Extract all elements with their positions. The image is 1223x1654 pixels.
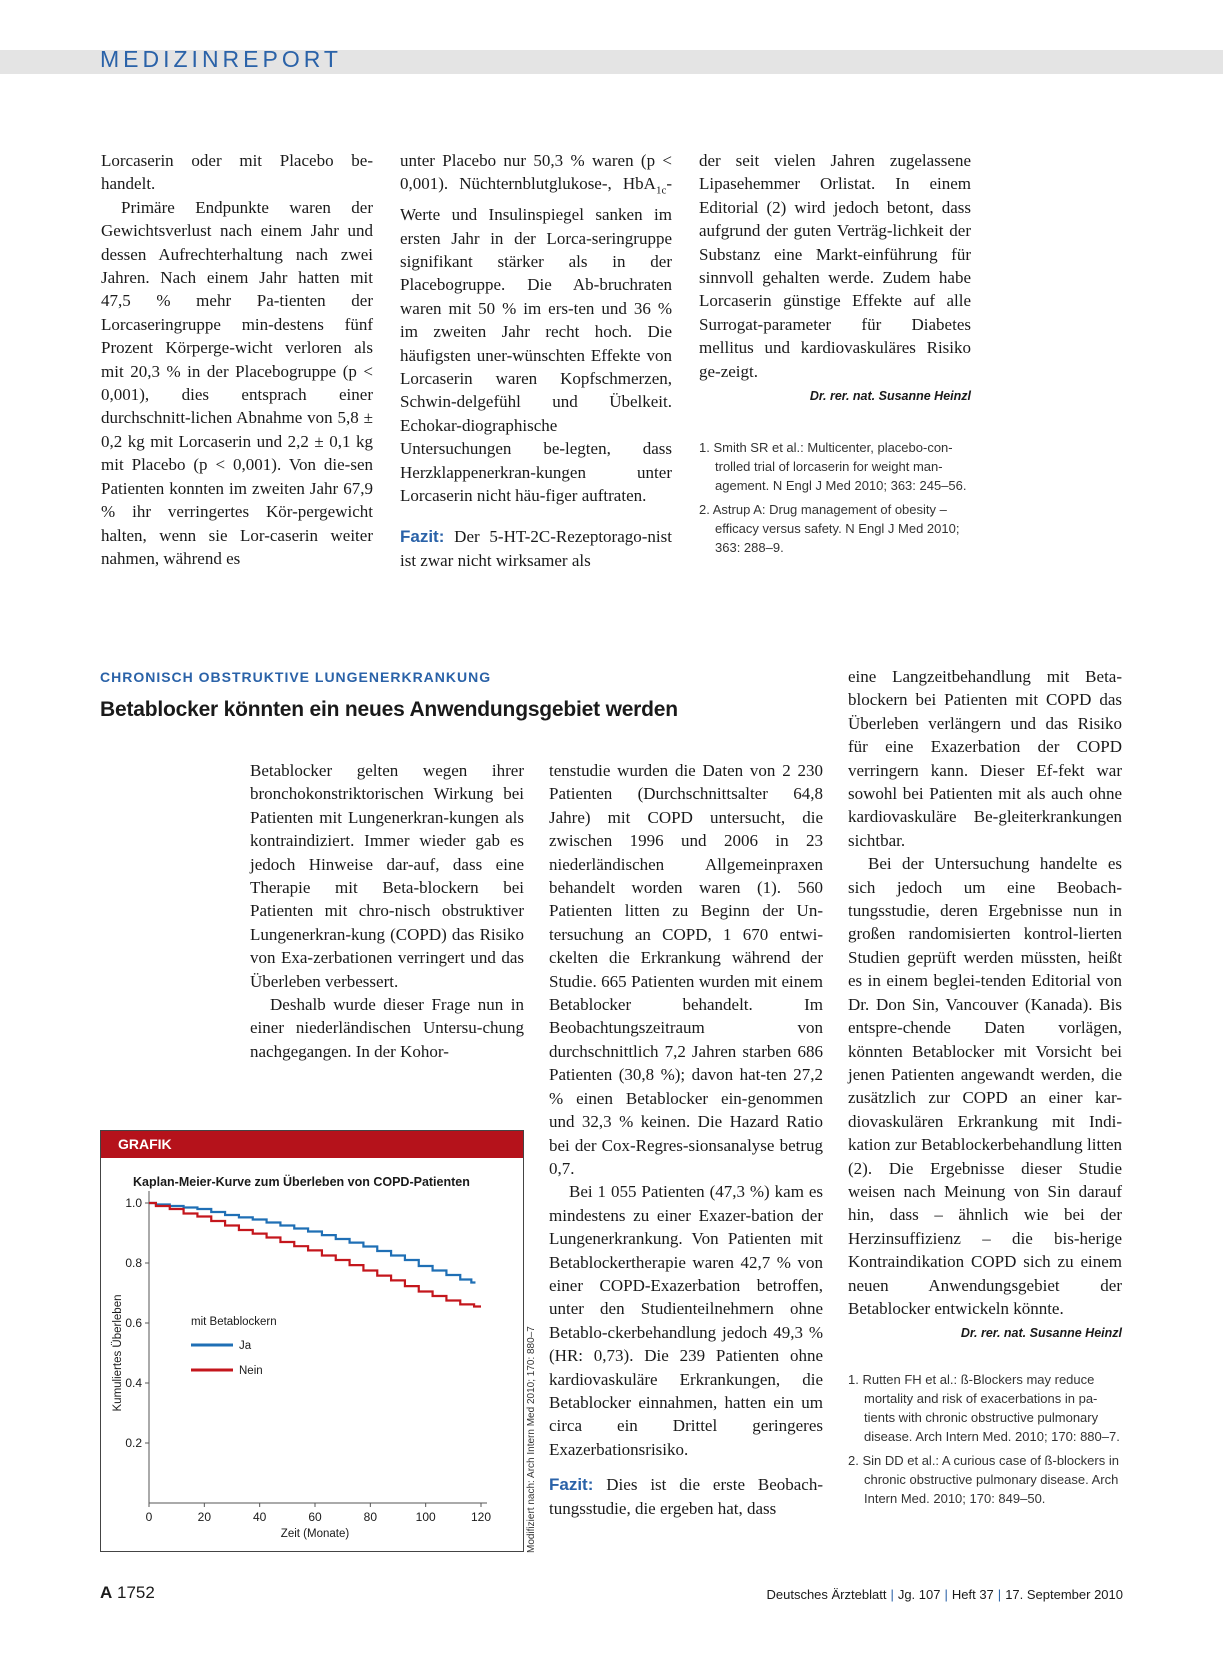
reference-item: 2. Sin DD et al.: A curious case of ß-blockers in chronic obstructive pulmonary disease. Arch Intern Med. 2010; 170: 849–50. bbox=[848, 1452, 1119, 1506]
fazit-paragraph bbox=[549, 1473, 823, 1520]
paragraph: eine Langzeitbehandlung mit Beta-blockern bei Patienten mit COPD das Überleben verlängern und das Risiko für eine Exazerbation der COPD verringern kann. Dieser Ef-fekt war sowohl bei Patienten mit als auch ohne kardiovaskuläre Be-gleiterkrankungen sichtbar. bbox=[848, 667, 1122, 850]
text-run: unter Placebo nur 50,3 % waren (p < 0,001). Nüchternblutglukose-, HbA bbox=[400, 151, 672, 194]
article2-column-2 bbox=[549, 759, 823, 1520]
paragraph: Betablocker gelten wegen ihrer bronchokonstriktorischen Wirkung bei Patienten mit Lungenerkran-kungen als kontraindiziert. Immer wieder gab es jedoch Hinweise dar-auf, dass eine Therapie mit Beta-blockern bei Patienten mit chro-nisch obstruktiver Lungenerkran-kung (COPD) das Risiko von Exa-zerbationen verringert und das Überleben verbessert. bbox=[250, 761, 524, 991]
x-tick-label: 40 bbox=[252, 1510, 267, 1524]
y-tick-label: 0.2 bbox=[125, 1436, 142, 1450]
section-title: MEDIZINREPORT bbox=[100, 46, 342, 72]
legend-label-nein: Nein bbox=[239, 1365, 263, 1377]
page-number bbox=[100, 1583, 155, 1603]
references bbox=[699, 438, 971, 557]
paragraph bbox=[400, 149, 672, 507]
footer-journal-info: Deutsches Ärzteblatt | Jg. 107 | Heft 37 | 17. September 2010 bbox=[766, 1587, 1123, 1602]
article1-column-2 bbox=[400, 149, 672, 572]
page-number-value: 1752 bbox=[117, 1583, 155, 1602]
paragraph: tenstudie wurden die Daten von 2 230 Patienten (Durchschnittsalter 64,8 Jahre) mit COPD untersucht, die zwischen 1996 und 2006 in 23 niederländischen Allgemeinpraxen behandelt worden waren (1). 560 Patienten litten zu Beginn der Un-tersuchung an COPD, 1 670 entwi-ckelten die Erkrankung während der Studie. 665 Patienten wurden mit einem Betablocker behandelt. Im Beobachtungszeitraum von durchschnittlich 7,2 Jahren starben 686 Patienten (30,8 %); davon hat-ten 27,2 % einen Betablocker ein-genommen und 32,3 % keinen. Die Hazard Ratio bei der Cox-Regres-sionsanalyse betrug 0,7. bbox=[549, 761, 823, 1178]
paragraph: Primäre Endpunkte waren der Gewichtsverlust nach einem Jahr und dessen Aufrechterhaltung nach zwei Jahren. Nach einem Jahr hatten mit 47,5 % mehr Pa-tienten der Lorcaseringruppe min-destens fünf Prozent Körperge-wicht verloren als mit 20,3 % in der Placebogruppe (p < 0,001), dies entsprach einer durchschnitt-lichen Abnahme von 5,8 ± 0,2 kg mit Lorcaserin und 2,2 ± 0,1 kg mit Placebo (p < 0,001). Von die-sen Patienten konnten im zweiten Jahr 67,9 % ihr verringertes Kör-pergewicht halten, wenn sie Lor-caserin weiter nahmen, während es bbox=[101, 197, 373, 568]
article2-kicker: CHRONISCH OBSTRUKTIVE LUNGENERKRANKUNG bbox=[100, 669, 492, 685]
legend-label-ja: Ja bbox=[239, 1340, 252, 1352]
figure-source-note: Modifiziert nach: Arch Intern Med 2010; 170: 880–7 bbox=[526, 1326, 537, 1553]
article1-column-3 bbox=[699, 149, 971, 562]
author: Dr. rer. nat. Susanne Heinzl bbox=[960, 1326, 1122, 1341]
paragraph: der seit vielen Jahren zugelassene Lipasehemmer Orlistat. In einem Editorial (2) wird jedoch betont, dass aufgrund der guten Verträg-lichkeit der Substanz eine Markt-einführung für sinnvoll gehalten werde. Zudem habe Lorcaserin günstige Effekte auf alle Surrogat-parameter für Diabetes mellitus und kardiovaskuläres Risiko ge-zeigt. bbox=[699, 151, 971, 381]
reference-item: 2. Astrup A: Drug management of obesity – efficacy versus safety. N Engl J Med 2010; 363: 288–9. bbox=[699, 502, 960, 556]
article1-column-1 bbox=[101, 149, 373, 570]
y-tick-label: 0.4 bbox=[125, 1376, 142, 1390]
journal-volume: Jg. 107 bbox=[897, 1587, 941, 1602]
publication-date: 17. September 2010 bbox=[1005, 1587, 1123, 1602]
page-prefix: A bbox=[100, 1583, 113, 1602]
fazit-label: Fazit: bbox=[400, 527, 445, 547]
kaplan-meier-chart bbox=[101, 1131, 525, 1553]
reference-item: 1. Rutten FH et al.: ß-Blockers may reduce mortality and risk of exacerbations in pa-tients with chronic obstructive pulmonary disease. Arch Intern Med. 2010; 170: 880–7. bbox=[848, 1371, 1120, 1444]
y-tick-label: 0.8 bbox=[125, 1256, 142, 1270]
fazit-paragraph bbox=[400, 525, 672, 572]
article2-headline: Betablocker könnten ein neues Anwendungsgebiet werden bbox=[100, 698, 678, 721]
series-line-nein bbox=[149, 1203, 481, 1307]
article2-column-1 bbox=[250, 759, 524, 1063]
author: Dr. rer. nat. Susanne Heinzl bbox=[809, 389, 971, 404]
chart-title: Kaplan-Meier-Kurve zum Überleben von COPD-Patienten bbox=[133, 1175, 470, 1189]
references bbox=[848, 1370, 1122, 1508]
figure-box bbox=[100, 1130, 524, 1552]
x-tick-label: 80 bbox=[363, 1510, 378, 1524]
subscript: 1c bbox=[655, 184, 667, 197]
x-tick-label: 60 bbox=[308, 1510, 322, 1524]
text-run: -Werte und Insulinspiegel sanken im ersten Jahr in der Lorca-seringruppe signifikant stärker als in der Placebogruppe. Die Ab-bruchraten waren mit 50 % im ers-ten und 36 % im zweiten Jahr recht hoch. Die häufigsten uner-wünschten Effekte von Lorcaserin waren Kopfschmerzen, Schwin-delgefühl und Übelkeit. Echokar-diographische Untersuchungen be-legten, dass Herzklappenerkran-kungen unter Lorcaserin nicht häu-figer auftraten. bbox=[400, 174, 672, 506]
legend-title: mit Betablockern bbox=[191, 1316, 277, 1328]
fazit-text: Dies ist die erste Beobach-tungsstudie, die ergeben hat, dass bbox=[549, 1475, 824, 1518]
x-tick-label: 100 bbox=[415, 1510, 436, 1524]
fazit-label: Fazit: bbox=[549, 1475, 594, 1495]
y-axis-label: Kumuliertes Überleben bbox=[112, 1294, 124, 1412]
paragraph: Lorcaserin oder mit Placebo be-handelt. bbox=[101, 151, 373, 194]
paragraph: Deshalb wurde dieser Frage nun in einer niederländischen Untersu-chung nachgegangen. In der Kohor- bbox=[250, 995, 524, 1061]
x-tick-label: 20 bbox=[197, 1510, 212, 1524]
y-tick-label: 1.0 bbox=[125, 1196, 142, 1210]
paragraph: Bei der Untersuchung handelte es sich jedoch um eine Beobach-tungsstudie, deren Ergebnisse nun in großen randomisierten kontrol-lierten Studien geprüft werden müssten, heißt es in einem beglei-tenden Editorial von Dr. Don Sin, Vancouver (Kanada). Bis entspre-chende Daten vorlägen, könnten Betablocker mit Vorsicht bei jenen Patienten angewandt werden, die zusätzlich zur COPD an einer kar-diovaskulären Erkrankung mit Indi-kation zur Betablockerbehandlung litten (2). Die Ergebnisse dieser Studie weisen nach Meinung von Sin darauf hin, dass – ähnlich wie bei der Herzinsuffizienz – die bis-herige Kontraindikation COPD sich zu einem neuen Anwendungsgebiet der Betablocker entwickeln könnte. bbox=[848, 854, 1122, 1318]
reference-item: 1. Smith SR et al.: Multicenter, placebo-con-trolled trial of lorcaserin for weight man-agement. N Engl J Med 2010; 363: 245–56. bbox=[699, 440, 967, 494]
fazit-text: Der 5-HT-2C-Rezeptorago-nist ist zwar nicht wirksamer als bbox=[400, 527, 672, 570]
x-tick-label: 120 bbox=[470, 1510, 492, 1524]
paragraph: Bei 1 055 Patienten (47,3 %) kam es mindestens zu einer Exazer-bation der Lungenerkrankung. Von Patienten mit Betablockertherapie waren 42,7 % von einer COPD-Exazerbation betroffen, unter den Studienteilnehmern ohne Betablo-ckerbehandlung jedoch 49,3 % (HR: 0,73). Die 239 Patienten ohne kardiovaskuläre Erkrankungen, die Betablocker einnahmen, hatten ein um circa ein Drittel geringeres Exazerbationsrisiko. bbox=[549, 1182, 823, 1459]
journal-name: Deutsches Ärzteblatt bbox=[766, 1587, 887, 1602]
figure-label: GRAFIK bbox=[101, 1131, 523, 1158]
x-tick-label: 0 bbox=[145, 1510, 153, 1524]
journal-issue: Heft 37 bbox=[951, 1587, 994, 1602]
x-axis-label: Zeit (Monate) bbox=[280, 1528, 350, 1540]
y-tick-label: 0.6 bbox=[125, 1316, 142, 1330]
article2-column-3 bbox=[848, 665, 1122, 1513]
